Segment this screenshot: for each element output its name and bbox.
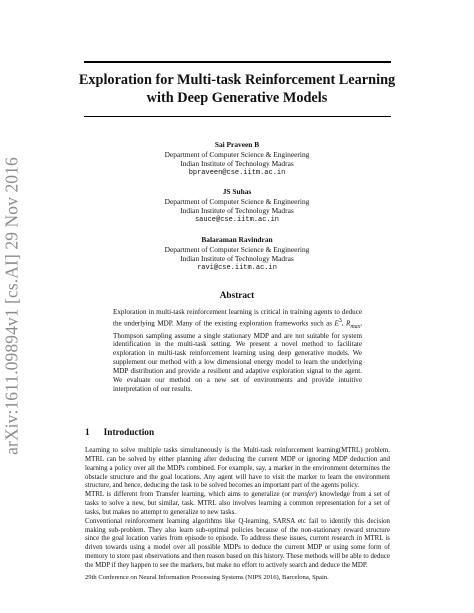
section-number: 1 (85, 428, 90, 438)
author-email: sauce@cse.iitm.ac.in (194, 215, 279, 224)
author-name: Balaraman Ravindran (201, 235, 273, 244)
introduction-body (85, 447, 390, 571)
intro-paragraph-1: Learning to solve multiple tasks simultaneously is the Multi-task reinforcement learning(MTRL) problem. MTRL can be solved by either planning after deducing the current MDP or ignoring MDP deduction and learning a policy over all the MDPs combined. For example, say, a marker in the environment determines the obstacle structure and the goal locations. Any agent will have to visit the marker to learn the environment structure, and hence, deducing the task to be solved becomes an important part of the agents policy. (85, 447, 390, 490)
math-e: E (334, 319, 339, 328)
author-block (100, 187, 374, 225)
intro-paragraph-2-part-1: MTRL is different from Transfer learning, which aims to generalize (or (85, 491, 293, 499)
section-heading (85, 428, 154, 438)
author-name: Sai Praveen B (214, 140, 260, 149)
intro-paragraph-2-part-2: ) knowledge from a set of tasks to solve a new, but similar, task. MTRL also involves learning a common representation for a set of tasks, but makes no attempt to generalize to new tasks. (85, 491, 390, 516)
math-r: R (346, 319, 351, 328)
abstract-text-part-2: , Thompson sampling assume a single stationary MDP and are not suitable for system identification in the multi-task setting. We present a novel method to facilitate exploration in multi-task reinforcement learning using deep generative models. We supplement our method with a low dimensional energy model to learn the underlying MDP distribution and provide a resilient and adaptive exploration signal to the agent. We evaluate our method on a new set of environments and provide intuitive interpretation of our results. (113, 319, 362, 394)
arxiv-identifier-stamp (0, 156, 24, 456)
intro-paragraph-2 (85, 491, 390, 518)
author-institute: Indian Institute of Technology Madras (180, 159, 294, 169)
paper-title-line-2: with Deep Generative Models (146, 90, 328, 106)
title-bottom-rule (84, 116, 391, 117)
intro-paragraph-3: Conventional reinforcement learning algorithms like Q-learning, SARSA etc fail to identify this decision making sub-problem. They also learn sub-optimal policies because of the non-stationary reward structure since the goal location varies from episode to episode. To address these issues, current research in MTRL is driven towards using a model over all possible MDPs to deduce the current MDP or using some form of memory to store past observations and then reason based on this history. These methods will be able to deduce the MDP if they happen to see the markers, but make no effort to actively search and deduce the MDP. (85, 517, 390, 569)
conference-footnote: 29th Conference on Neural Information Processing Systems (NIPS 2016), Barcelona, Spain. (85, 574, 329, 581)
author-block (100, 140, 374, 178)
intro-emphasis: transfer (292, 491, 315, 499)
author-department: Department of Computer Science & Engineering (164, 196, 310, 206)
author-institute: Indian Institute of Technology Madras (180, 206, 294, 216)
math-separator: , (341, 319, 347, 328)
math-r-subscript: max (350, 323, 361, 330)
abstract-text-part-1: Exploration in multi-task reinforcement learning is critical in training agents to deduce the underlying MDP. Many of the existing exploration frameworks such as (113, 308, 362, 328)
arxiv-identifier-text: arXiv:1611.09894v1 [cs.AI] 29 Nov 2016 (1, 157, 22, 455)
author-email: ravi@cse.iitm.ac.in (197, 263, 277, 272)
abstract-heading: Abstract (219, 291, 255, 301)
abstract-text (113, 308, 362, 394)
author-department: Department of Computer Science & Engineering (164, 149, 310, 159)
author-institute: Indian Institute of Technology Madras (180, 254, 294, 264)
author-name: JS Suhas (222, 187, 252, 196)
paper-title-line-1: Exploration for Multi-task Reinforcement Learning (78, 72, 396, 88)
math-e-superscript: 3 (338, 317, 342, 324)
section-title: Introduction (103, 428, 155, 438)
author-block (100, 235, 374, 273)
paper-title (60, 71, 414, 107)
author-department: Department of Computer Science & Engineering (164, 244, 310, 254)
title-top-rule (84, 61, 391, 63)
author-email: bpraveen@cse.iitm.ac.in (188, 168, 286, 177)
